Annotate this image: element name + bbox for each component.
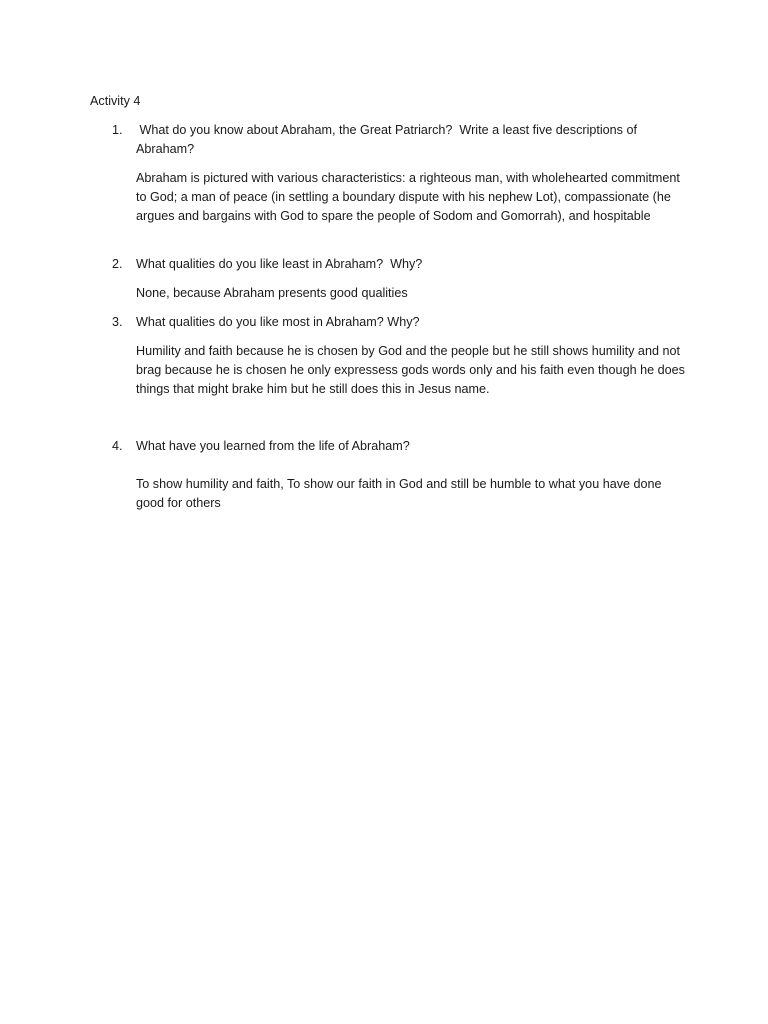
activity-heading: Activity 4 [90,94,141,108]
question-number-4: 4. [112,439,123,453]
question-text-1: What do you know about Abraham, the Great Patriarch? Write a least five descriptions of Abraham? [136,123,640,156]
answer-text-2: None, because Abraham presents good qualities [136,286,408,300]
question-number-2: 2. [112,257,123,271]
question-text-4: What have you learned from the life of Abraham? [136,439,410,453]
question-text-3: What qualities do you like most in Abraham? Why? [136,315,420,329]
question-item-1 [112,121,692,159]
question-item-4 [112,437,692,456]
question-item-3 [112,313,692,332]
question-number-1: 1. [112,123,123,137]
answer-text-1: Abraham is pictured with various characteristics: a righteous man, with wholehearted commitment to God; a man of peace (in settling a boundary dispute with his nephew Lot), compassionate (he argues and bargains with God to spare the people of Sodom and Gomorrah), and hospitable [136,171,680,223]
answer-text-4: To show humility and faith, To show our faith in God and still be humble to what you have done good for others [136,477,662,510]
question-number-3: 3. [112,315,123,329]
answer-text-3: Humility and faith because he is chosen by God and the people but he still shows humility and not brag because he is chosen he only expressess gods words only and his faith even though he does things that might brake him but he still does this in Jesus name. [136,344,685,396]
question-text-2: What qualities do you like least in Abraham? Why? [136,257,423,271]
question-item-2 [112,255,692,274]
